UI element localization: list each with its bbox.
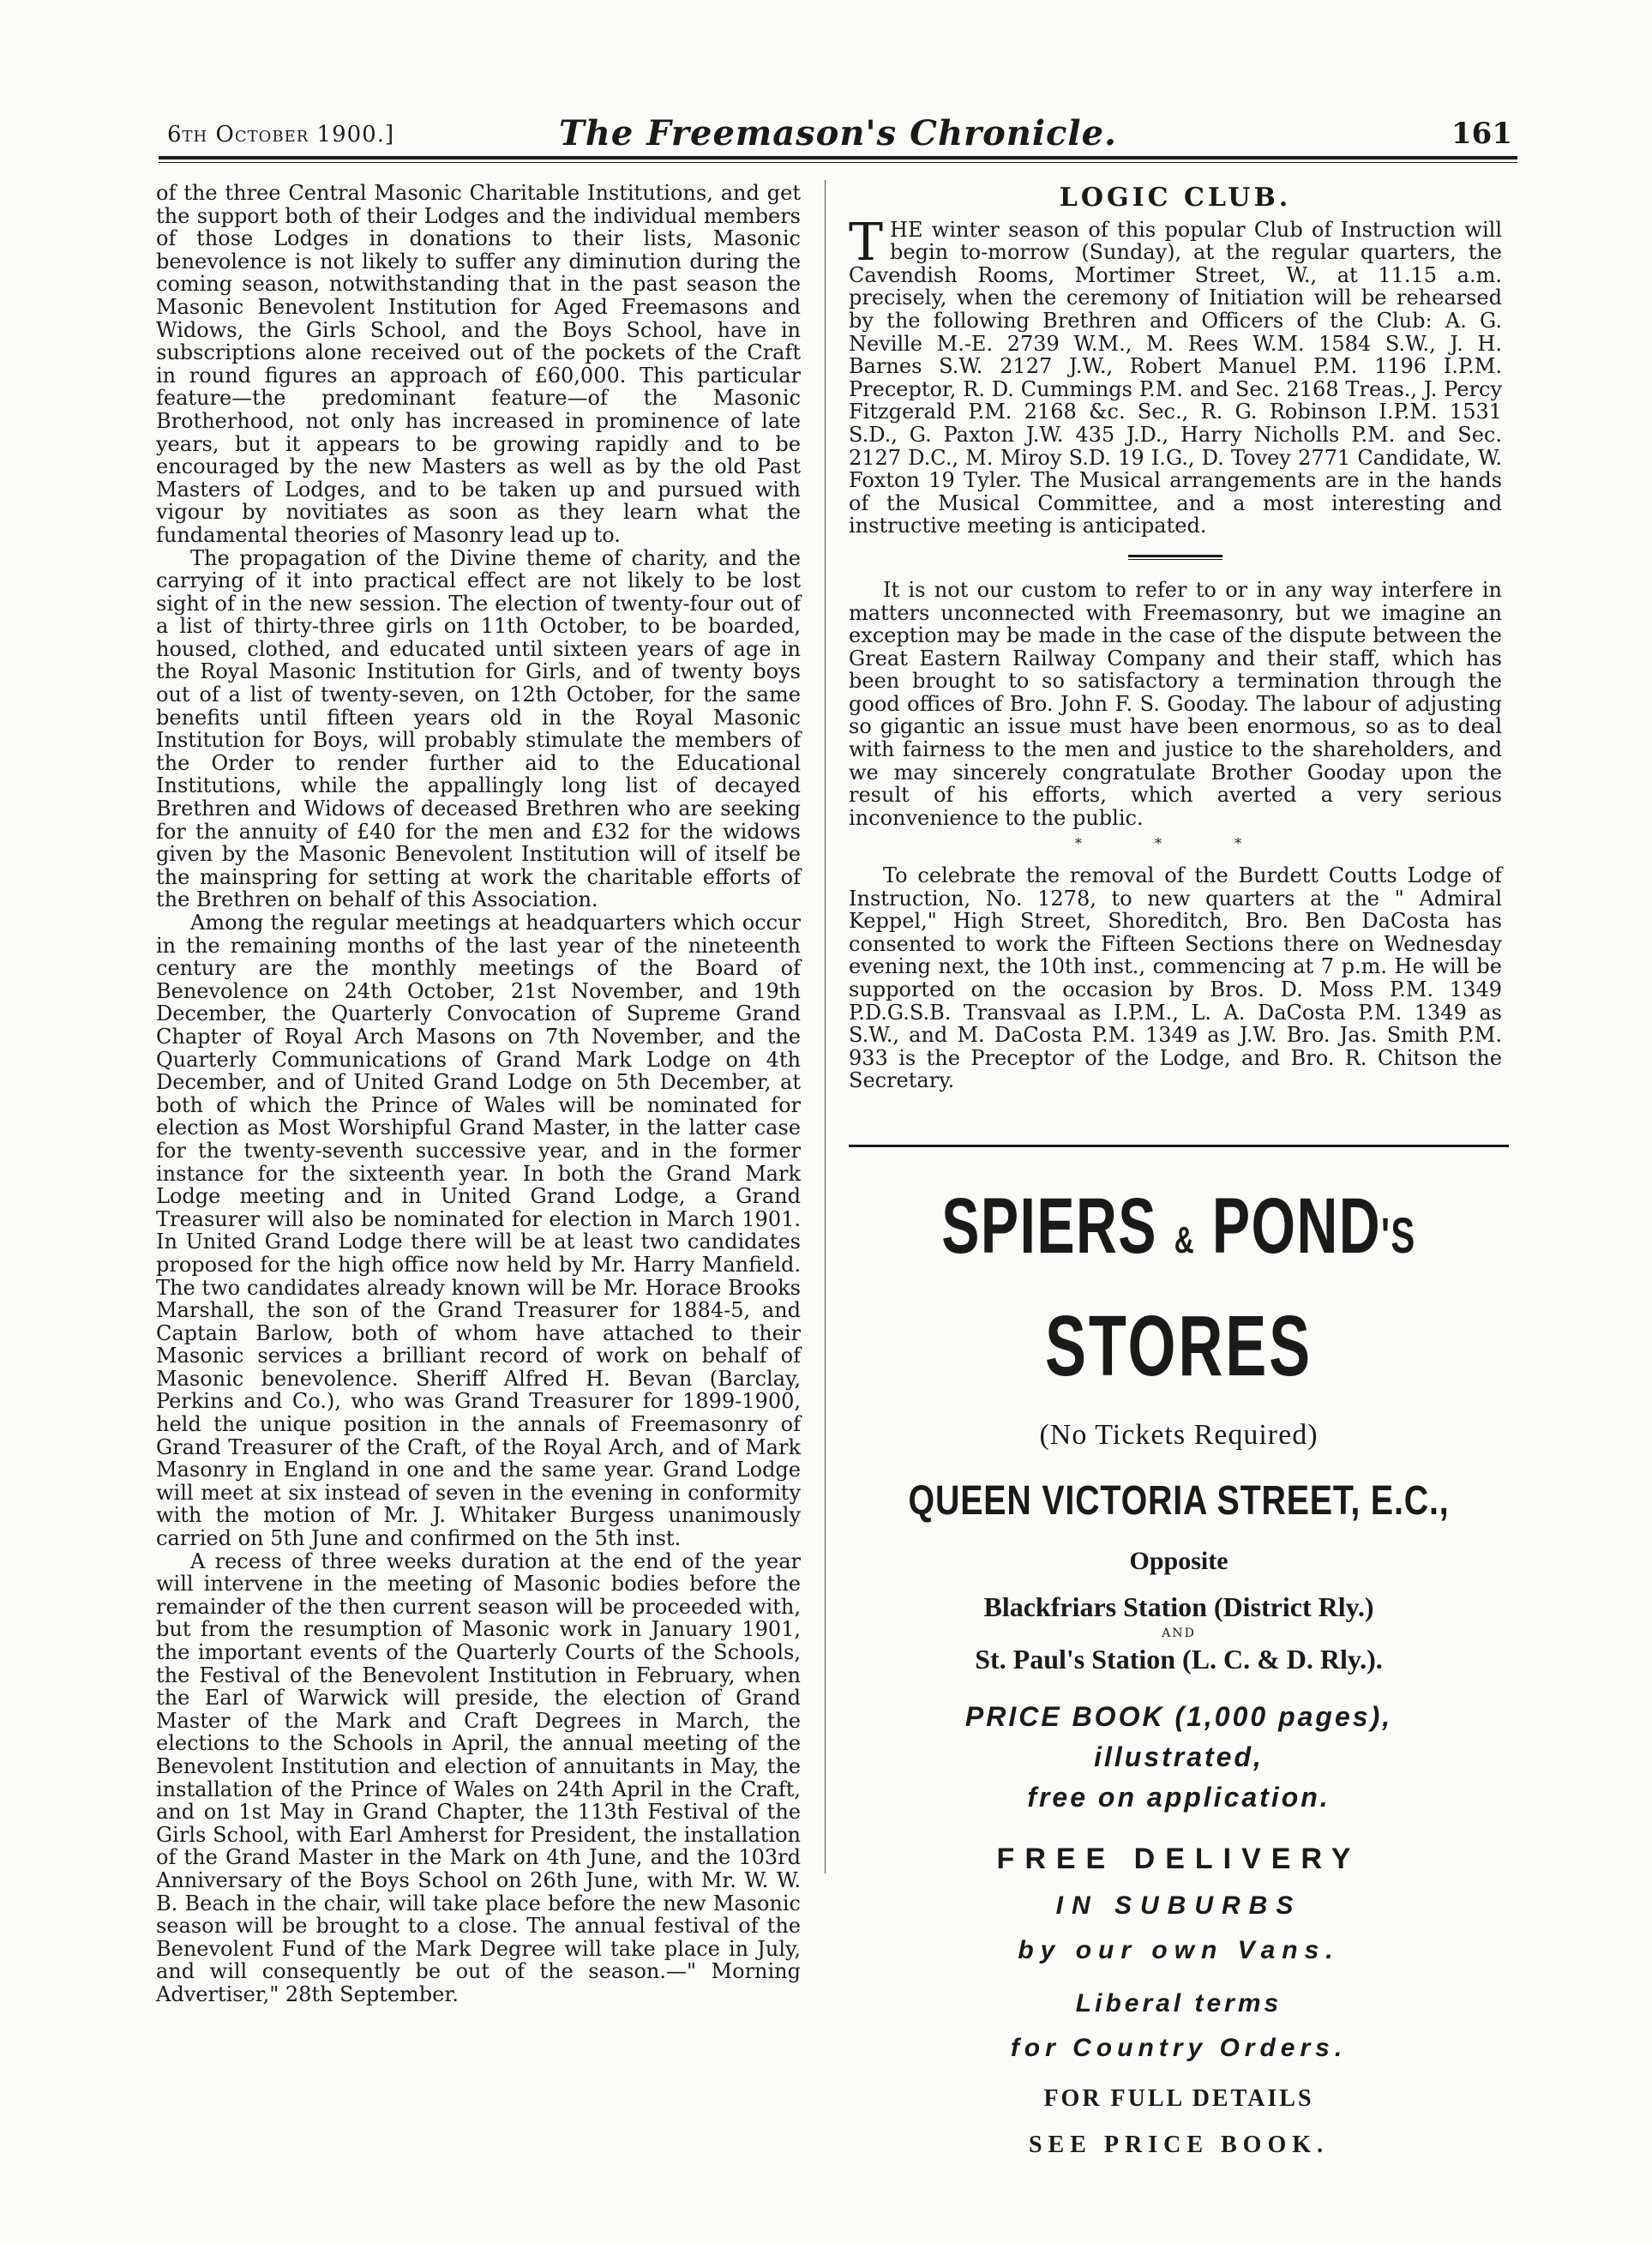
page-header (159, 110, 1517, 151)
brand-possessive: 'S (1381, 1208, 1416, 1264)
article-paragraph: of the three Central Masonic Charitable Institutions, and get the support both of their Lodges and the individual members of those Lodges in donations to their lists, Masonic benevolence is not likely to suffer any diminution during the coming season, notwithstanding that in the past season the Masonic Benevolent Institution for Aged Freemasons and Widows, the Girls School, and the Boys School, have in subscriptions alone received out of the pockets of the Craft in round figures an approach of £60,000. This particular feature—the predominant feature—of the Masonic Brotherhood, not only has increased in prominence of late years, but it appears to be growing rapidly and to be encouraged by the new Masters as well as by the old Past Masters of Lodges, and to be taken up and pursued with vigour by novitiates as soon as they learn what the fundamental theories of Masonry lead up to. (156, 181, 801, 547)
drop-cap: T (849, 212, 884, 273)
article-paragraph: Among the regular meetings at headquarters which occur in the remaining months of the last year of the nineteenth century are the monthly meetings of the Board of Benevolence on 24th October, 21st November, and 19th December, the Quarterly Convocation of Supreme Grand Chapter of Royal Arch Masons on 7th November, and the Quarterly Communications of Grand Mark Lodge on 4th December, and of United Grand Lodge on 5th December, at both of which the Prince of Wales will be nominated for election as Most Worshipful Grand Master, in the latter case for the twenty-seventh successive year, and in the former instance for the sixteenth year. In both the Grand Mark Lodge meeting and in United Grand Lodge, a Grand Treasurer will also be nominated for election in March 1901. In United Grand Lodge there will be at least two candidates proposed for the high office now held by Mr. Harry Manfield. The two candidates already known will be Mr. Horace Brooks Marshall, the son of the Grand Treasurer for 1884-5, and Captain Barlow, both of whom have attached to their Masonic services a brilliant record of work on behalf of Masonic benevolence. Sheriff Alfred H. Bevan (Barclay, Perkins and Co.), who was Grand Treasurer for 1899-1900, held the unique position in the annals of Freemasonry of Grand Treasurer of the Craft, of the Royal Arch, and of Mark Masonry in England in one and the same year. Grand Lodge will meet at six instead of seven in the evening in conformity with the motion of Mr. J. Whitaker Burgess unanimously carried on 5th June and confirmed on the 5th inst. (156, 911, 801, 1551)
advert-free-application: free on application. (1027, 1782, 1331, 1813)
brand-amp: & (1174, 1219, 1196, 1261)
advert-in-suburbs: IN SUBURBS (1055, 1891, 1302, 1920)
advert-own-vans: by our own Vans. (1018, 1936, 1340, 1964)
header-rule-thin (159, 162, 1517, 163)
advert-free-delivery: FREE DELIVERY (996, 1843, 1361, 1875)
advert-and: AND (1162, 1627, 1196, 1640)
advert-tickets: (No Tickets Required) (1039, 1419, 1319, 1451)
advert-opposite: Opposite (1129, 1547, 1228, 1575)
club-paragraph (849, 212, 1502, 538)
advert-station-1: Blackfriars Station (District Rly.) (983, 1591, 1374, 1622)
advert-liberal-terms: Liberal terms (1075, 1989, 1283, 2017)
advert-country-orders: for Country Orders. (1010, 2034, 1348, 2062)
header-rule (159, 156, 1517, 159)
advert-rule (849, 1145, 1509, 1147)
brand-spiers: SPIERS (941, 1182, 1157, 1270)
advert-see-price-book: SEE PRICE BOOK. (1028, 2132, 1330, 2158)
advert-brand (941, 1183, 1416, 1284)
club-heading: LOGIC CLUB. (1059, 183, 1292, 213)
advert-price-book: PRICE BOOK (1,000 pages), (964, 1701, 1393, 1732)
right-column (849, 182, 1502, 1092)
club-text: HE winter season of this popular Club of Instruction will begin to-morrow (Sunday), at the regular quarters, the Cavendish Rooms, Mortimer Street, W., at 11.15 a.m. precisely, when the ceremony of Initiation will be rehearsed by the following Brethren and Officers of the Club: A. G. Neville M.-E. 2739 W.M., M. Rees W.M. 1584 S.W., J. H. Barnes S.W. 2127 J.W., Robert Manuel P.M. 1196 I.P.M. Preceptor, R. D. Cummings P.M. and Sec. 2168 Treas., J. Percy Fitzgerald P.M. 2168 &c. Sec., R. G. Robinson I.P.M. 1531 S.D., G. Paxton J.W. 435 J.D., Harry Nicholls P.M. and Sec. 2127 D.C., M. Miroy S.D. 19 I.G., D. Tovey 2771 Candidate, W. Foxton 19 Tyler. The Musical arrangements are in the hands of the Musical Committee, and a most interesting and instructive meeting is anticipated. (849, 217, 1502, 538)
article-paragraph: The propagation of the Divine theme of charity, and the carrying of it into practical effect are not likely to be lost sight of in the new session. The election of twenty-four out of a list of thirty-three girls on 11th October, to be boarded, housed, clothed, and educated until sixteen years of age in the Royal Masonic Institution for Girls, and of twenty boys out of a list of twenty-seven, on 12th October, for the same benefits until fifteen years old in the Royal Masonic Institution for Boys, will probably stimulate the members of the Order to render further aid to the Educational Institutions, while the appallingly long list of decayed Brethren and Widows of deceased Brethren who are seeking for the annuity of £40 for the men and £32 for the widows given by the Masonic Benevolent Institution will of itself be the mainspring for setting at work the charitable efforts of the Brethren on behalf of this Association. (156, 545, 801, 912)
advert-street: QUEEN VICTORIA STREET, E.C., (908, 1478, 1450, 1524)
issue-date: 6th October 1900.] (167, 122, 395, 147)
section-rule-thin (1128, 559, 1222, 560)
advert-illustrated: illustrated, (1094, 1741, 1264, 1772)
section-rule (1128, 555, 1222, 557)
advert-stores: STORES (1044, 1298, 1313, 1394)
section-stars: * * * (1074, 835, 1277, 852)
page-number: 161 (1451, 117, 1512, 151)
advert-station-2: St. Paul's Station (L. C. & D. Rly.). (975, 1644, 1383, 1675)
brand-pond: POND (1211, 1182, 1382, 1270)
article-paragraph: A recess of three weeks duration at the end of the year will intervene in the meeting of Masonic bodies before the remainder of the then current season will be proceeded with, but from the resumption of Masonic work in January 1901, the important events of the Quarterly Courts of the Schools, the Festival of the Benevolent Institution in February, when the Earl of Warwick will preside, the election of Grand Master of the Mark and Craft Degrees in March, the elections to the Schools in April, the annual meeting of the Benevolent Institution and election of annuitants in May, the installation of the Prince of Wales on 24th April in the Craft, and on 1st May in Grand Chapter, the 113th Festival of the Girls School, with Earl Amherst for President, the installation of the Grand Master in the Mark on 4th June, and the 103rd Anniversary of the Boys School on 26th June, with Mr. W. W. B. Beach in the chair, will take place before the new Masonic season will be brought to a close. The annual festival of the Benevolent Fund of the Mark Degree will take place in July, and will consequently be out of the season.—" Morning Advertiser," 28th September. (156, 1548, 801, 2006)
column-divider (825, 180, 826, 1873)
spiers-pond-advert (849, 1166, 1509, 2159)
advert-full-details: FOR FULL DETAILS (1043, 2085, 1314, 2112)
left-column (156, 182, 801, 2006)
publication-title: The Freemason's Chronicle. (559, 113, 1117, 153)
burdett-paragraph: To celebrate the removal of the Burdett Coutts Lodge of Instruction, No. 1278, to new quarters at the " Admiral Keppel," High Street, Shoreditch, Bro. Ben DaCosta has consented to work the Fifteen Sections there on Wednesday evening next, the 10th inst., commencing at 7 p.m. He will be supported on the occasion by Bros. D. Moss P.M. 1349 P.D.G.S.B. Transvaal as I.P.M., L. A. DaCosta P.M. 1349 as S.W., and M. DaCosta P.M. 1349 as J.W. Bro. Jas. Smith P.M. 933 is the Preceptor of the Lodge, and Bro. R. Chitson the Secretary. (849, 863, 1502, 1093)
gooday-paragraph: It is not our custom to refer to or in any way interfere in matters unconnected with Freemasonry, but we imagine an exception may be made in the case of the dispute between the Great Eastern Railway Company and their staff, which has been brought to so satisfactory a termination through the good offices of Bro. John F. S. Gooday. The labour of adjusting so gigantic an issue must have been enormous, so as to deal with fairness to the men and justice to the shareholders, and we may sincerely congratulate Brother Gooday upon the result of his efforts, which averted a very serious inconvenience to the public. (849, 577, 1502, 830)
